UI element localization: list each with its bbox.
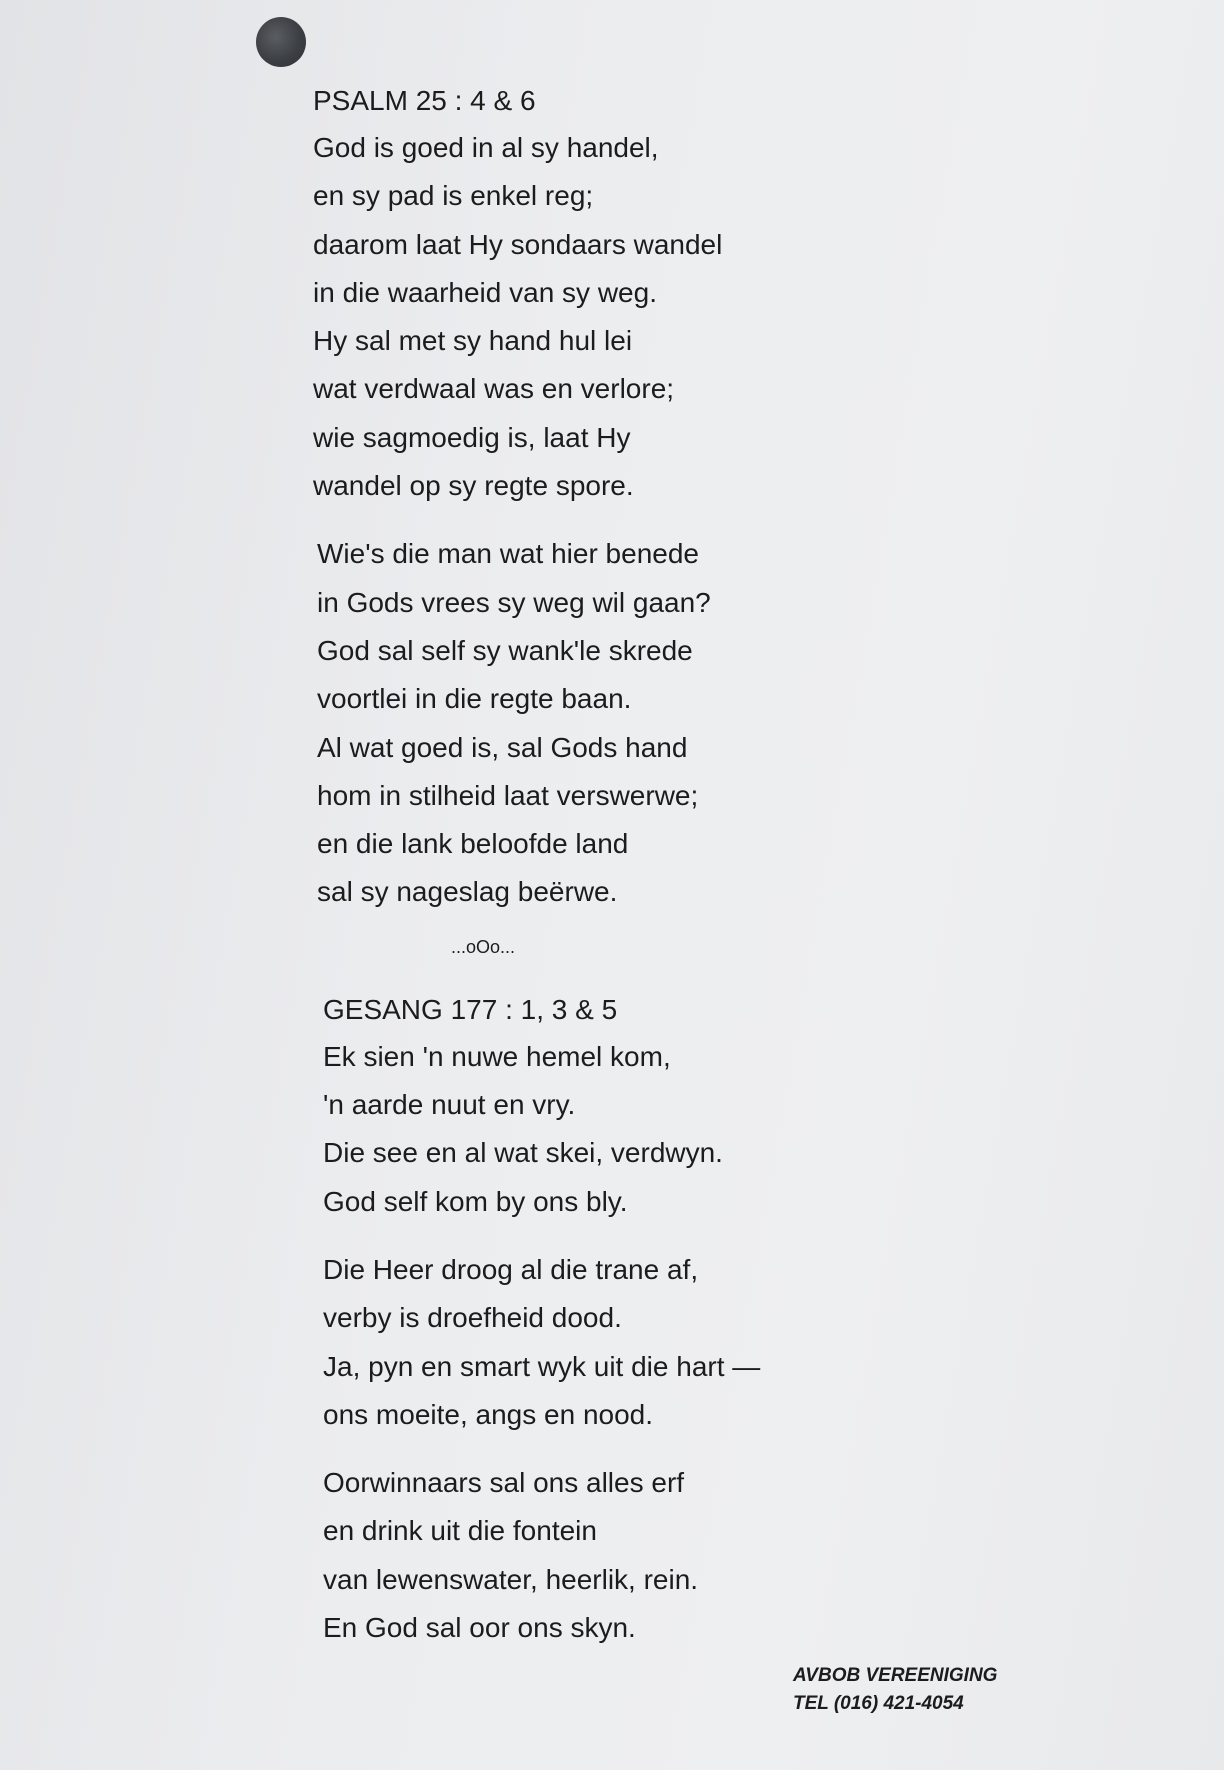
gesang-section <box>323 987 1033 1653</box>
psalm-verse-1 <box>313 124 1033 510</box>
gesang-verse-3 <box>323 1459 1033 1652</box>
verse-line: sal sy nageslag beërwe. <box>317 876 618 908</box>
verse-line: en sy pad is enkel reg; <box>313 180 594 212</box>
footer-contact <box>793 1662 997 1718</box>
psalm-heading: PSALM 25 : 4 & 6 <box>313 85 536 116</box>
verse-line: en drink uit die fontein <box>323 1515 597 1547</box>
verse-line: verby is droefheid dood. <box>323 1302 622 1334</box>
verse-line: van lewenswater, heerlik, rein. <box>323 1563 699 1595</box>
verse-line: Hy sal met sy hand hul lei <box>313 325 633 357</box>
verse-line: Die Heer droog al die trane af, <box>323 1253 699 1285</box>
footer-tel: TEL (016) 421-4054 <box>793 1693 964 1714</box>
verse-line: wie sagmoedig is, laat Hy <box>313 421 631 453</box>
verse-line: voortlei in die regte baan. <box>317 683 632 715</box>
verse-line: Al wat goed is, sal Gods hand <box>317 731 688 763</box>
psalm-verse-2 <box>317 530 1033 916</box>
verse-line: Oorwinnaars sal ons alles erf <box>323 1467 685 1499</box>
verse-line: en die lank beloofde land <box>317 828 629 860</box>
footer-org: AVBOB VEREENIGING <box>793 1665 998 1686</box>
verse-line: hom in stilheid laat verswerwe; <box>317 779 699 811</box>
verse-line: 'n aarde nuut en vry. <box>323 1089 576 1121</box>
hymn-sheet-content <box>313 78 1033 1652</box>
verse-line: wandel op sy regte spore. <box>313 470 634 502</box>
verse-line: En God sal oor ons skyn. <box>323 1612 636 1644</box>
verse-line: wat verdwaal was en verlore; <box>313 373 675 405</box>
verse-line: daarom laat Hy sondaars wandel <box>313 228 723 260</box>
verse-gap <box>313 510 1033 530</box>
verse-line: ons moeite, angs en nood. <box>323 1398 654 1430</box>
verse-gap <box>323 1439 1033 1459</box>
verse-line: God sal self sy wank'le skrede <box>317 634 693 666</box>
verse-line: Ja, pyn en smart wyk uit die hart — <box>323 1350 761 1382</box>
punch-hole <box>256 17 306 67</box>
section-separator: ...oOo... <box>450 936 516 957</box>
gesang-heading: GESANG 177 : 1, 3 & 5 <box>323 993 618 1025</box>
gesang-verse-1 <box>323 1033 1033 1226</box>
verse-line: in die waarheid van sy weg. <box>313 276 657 308</box>
verse-line: in Gods vrees sy weg wil gaan? <box>317 586 711 618</box>
verse-line: God self kom by ons bly. <box>323 1185 628 1217</box>
verse-line: Wie's die man wat hier benede <box>317 538 699 570</box>
verse-line: Ek sien 'n nuwe hemel kom, <box>323 1040 671 1072</box>
verse-gap <box>323 1226 1033 1246</box>
verse-line: God is goed in al sy handel, <box>313 132 659 163</box>
gesang-verse-2 <box>323 1246 1033 1439</box>
verse-line: Die see en al wat skei, verdwyn. <box>323 1137 723 1169</box>
